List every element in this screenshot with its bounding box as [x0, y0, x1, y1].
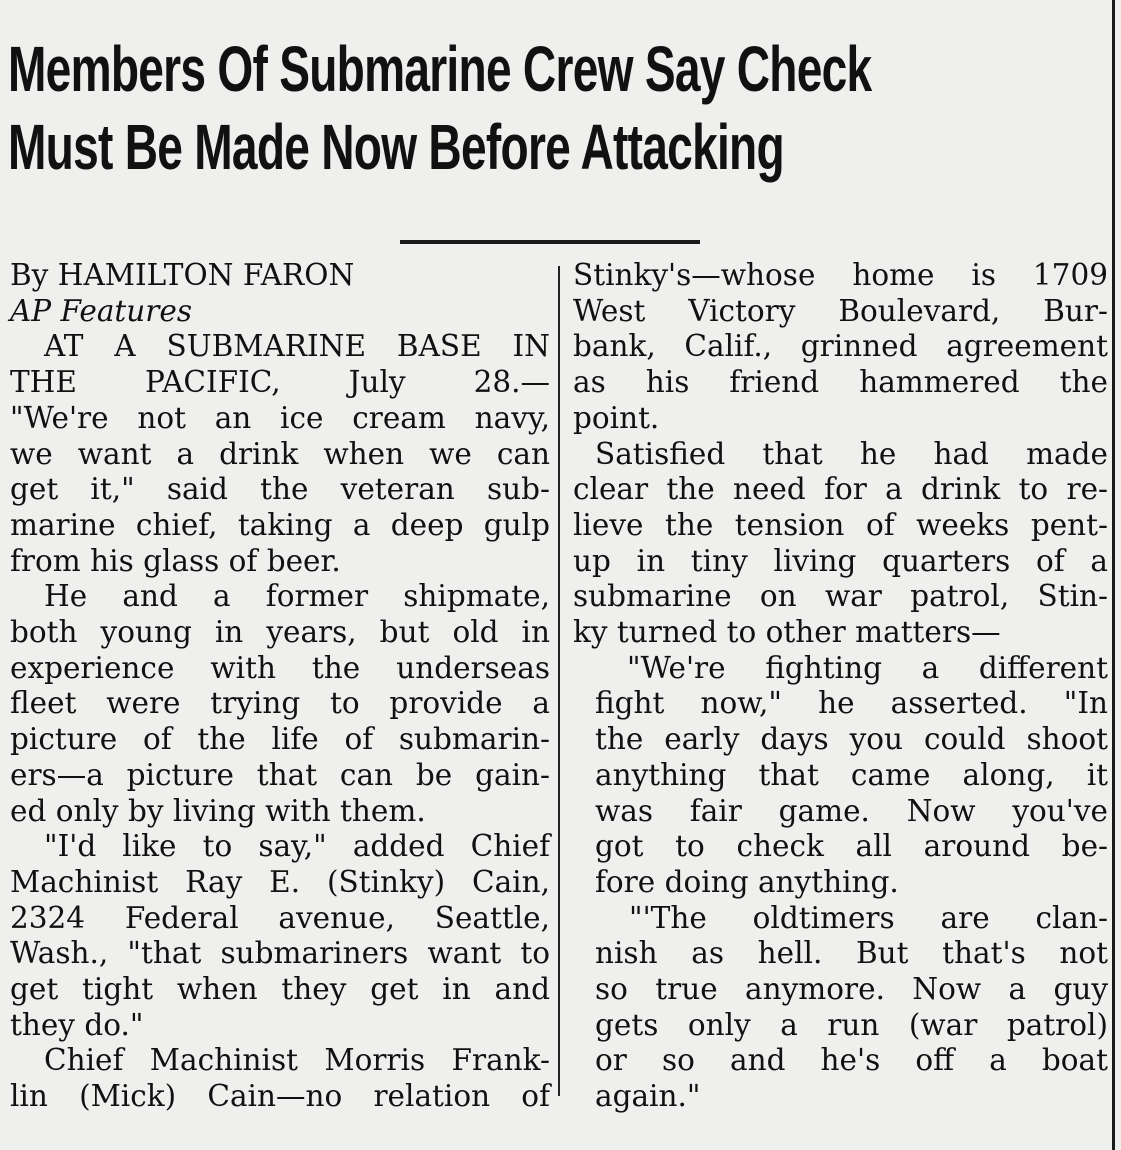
text-line: submarine on war patrol, Stin- [573, 579, 1108, 614]
byline-service: AP Features [10, 293, 192, 328]
column-divider [558, 266, 560, 1096]
text-line: marine chief, taking a deep gulp [10, 507, 550, 542]
text-line: Satisfied that he had made [595, 436, 1108, 471]
text-line: fight now," he asserted. "In [595, 686, 1108, 721]
text-line: anything that came along, it [595, 757, 1108, 792]
text-line: so true anymore. Now a guy [595, 972, 1108, 1007]
text-line: nish as hell. But that's not [595, 936, 1108, 971]
text-line: AT A SUBMARINE BASE IN [44, 329, 550, 364]
text-line: the early days you could shoot [595, 722, 1108, 757]
text-line: lin (Mick) Cain—no relation of [10, 1079, 550, 1114]
article-column-right [573, 258, 1108, 1115]
headline-line-1: Members Of Submarine Crew Say Check [8, 33, 872, 105]
text-line: they do." [10, 1007, 144, 1042]
text-line: experience with the underseas [10, 650, 550, 685]
text-line: "We're fighting a different [627, 650, 1108, 685]
text-line: was fair game. Now you've [595, 793, 1108, 828]
text-line: "We're not an ice cream navy, [10, 400, 550, 435]
text-line: Machinist Ray E. (Stinky) Cain, [10, 864, 550, 899]
text-line: get tight when they get in and [10, 972, 550, 1007]
text-line: again." [595, 1079, 701, 1114]
text-line: "I'd like to say," added Chief [44, 829, 550, 864]
text-line: got to check all around be- [595, 829, 1108, 864]
column-border [1112, 0, 1115, 1150]
text-line: clear the need for a drink to re- [573, 472, 1108, 507]
text-line: point. [573, 400, 660, 435]
text-line: THE PACIFIC, July 28.— [10, 365, 550, 400]
text-line: fore doing anything. [595, 864, 899, 899]
text-line: from his glass of beer. [10, 543, 341, 578]
text-line: gets only a run (war patrol) [595, 1007, 1108, 1042]
text-line: "'The oldtimers are clan- [629, 900, 1108, 935]
text-line: as his friend hammered the [573, 365, 1108, 400]
text-line: up in tiny living quarters of a [573, 543, 1108, 578]
text-line: 2324 Federal avenue, Seattle, [10, 900, 550, 935]
text-line: ky turned to other matters— [573, 615, 1001, 650]
text-line: Wash., "that submariners want to [10, 936, 550, 971]
text-line: bank, Calif., grinned agreement [573, 329, 1108, 364]
headline [8, 30, 872, 186]
text-line: West Victory Boulevard, Bur- [573, 293, 1108, 328]
text-line: we want a drink when we can [10, 436, 550, 471]
text-line: lieve the tension of weeks pent- [573, 507, 1108, 542]
text-line: get it," said the veteran sub- [10, 472, 550, 507]
text-line: ed only by living with them. [10, 793, 426, 828]
article-column-left [10, 258, 550, 1115]
text-line: or so and he's off a boat [595, 1043, 1108, 1078]
text-line: picture of the life of submarin- [10, 722, 550, 757]
text-line: ers—a picture that can be gain- [10, 757, 550, 792]
byline-author: By HAMILTON FARON [10, 258, 355, 292]
headline-rule [400, 240, 700, 244]
text-line: both young in years, but old in [10, 615, 550, 650]
text-line: He and a former shipmate, [44, 579, 550, 614]
text-line: Chief Machinist Morris Frank- [44, 1043, 550, 1078]
text-line: fleet were trying to provide a [10, 686, 550, 721]
text-line: Stinky's—whose home is 1709 [573, 258, 1108, 292]
headline-line-2: Must Be Made Now Before Attacking [8, 111, 784, 183]
